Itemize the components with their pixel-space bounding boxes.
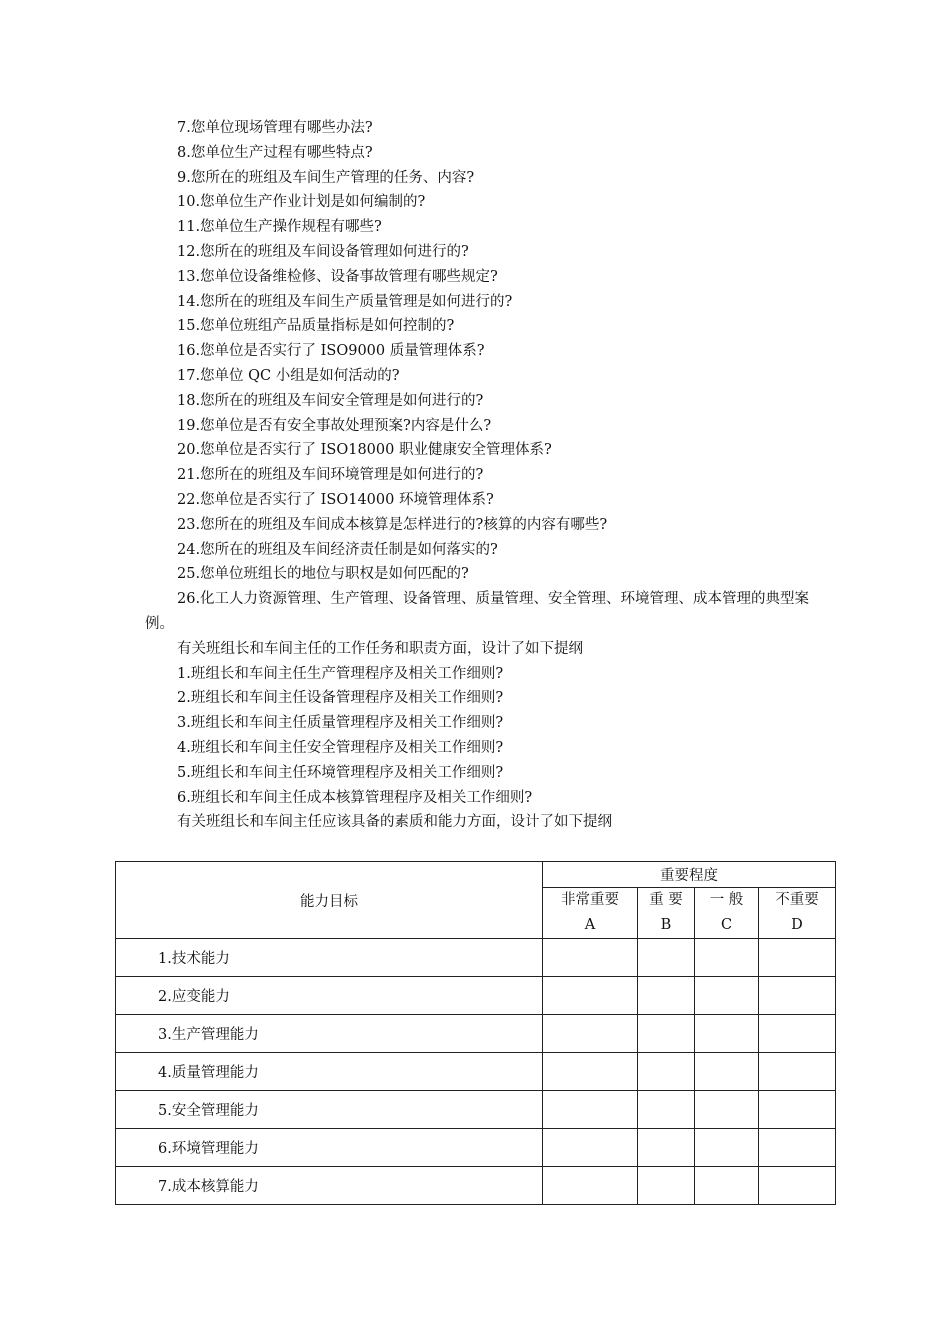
ability-name: 6.环境管理能力 <box>116 1129 543 1167</box>
question-item: 17.您单位 QC 小组是如何活动的? <box>177 367 400 384</box>
rating-cell-a[interactable] <box>543 1167 638 1205</box>
ability-name: 1.技术能力 <box>116 939 543 977</box>
question-item: 8.您单位生产过程有哪些特点? <box>177 144 373 161</box>
table-row <box>116 939 836 977</box>
question-item: 22.您单位是否实行了 ISO14000 环境管理体系? <box>177 491 494 508</box>
rating-cell-d[interactable] <box>759 939 836 977</box>
duty-item: 6.班组长和车间主任成本核算管理程序及相关工作细则? <box>177 789 533 806</box>
rating-cell-a[interactable] <box>543 939 638 977</box>
rating-cell-c[interactable] <box>695 1015 759 1053</box>
rating-cell-b[interactable] <box>638 1053 695 1091</box>
table-row <box>116 1053 836 1091</box>
document-body <box>145 116 815 835</box>
question-item-26: 26.化工人力资源管理、生产管理、设备管理、质量管理、安全管理、环境管理、成本管理的典型案例。 <box>145 591 810 632</box>
rating-cell-a[interactable] <box>543 977 638 1015</box>
rating-cell-c[interactable] <box>695 1167 759 1205</box>
duty-item: 2.班组长和车间主任设备管理程序及相关工作细则? <box>177 690 504 707</box>
rating-cell-d[interactable] <box>759 1167 836 1205</box>
level-header-c: 一 般 C <box>695 888 759 939</box>
rating-cell-b[interactable] <box>638 977 695 1015</box>
rating-cell-b[interactable] <box>638 1167 695 1205</box>
duties-intro: 有关班组长和车间主任的工作任务和职责方面，设计了如下提纲 <box>177 640 583 657</box>
rating-cell-c[interactable] <box>695 939 759 977</box>
ability-name: 5.安全管理能力 <box>116 1091 543 1129</box>
question-item: 20.您单位是否实行了 ISO18000 职业健康安全管理体系? <box>177 442 552 459</box>
question-item: 15.您单位班组产品质量指标是如何控制的? <box>177 318 455 335</box>
level-header-a: 非常重要 A <box>543 888 638 939</box>
rating-cell-a[interactable] <box>543 1129 638 1167</box>
question-item: 7.您单位现场管理有哪些办法? <box>177 120 373 136</box>
ability-rating-table-wrapper <box>115 861 836 1205</box>
rating-cell-b[interactable] <box>638 1129 695 1167</box>
question-item: 21.您所在的班组及车间环境管理是如何进行的? <box>177 467 484 484</box>
question-item: 18.您所在的班组及车间安全管理是如何进行的? <box>177 392 484 409</box>
rating-cell-c[interactable] <box>695 1053 759 1091</box>
question-item: 23.您所在的班组及车间成本核算是怎样进行的?核算的内容有哪些? <box>177 516 608 533</box>
table-row <box>116 1015 836 1053</box>
rating-cell-b[interactable] <box>638 939 695 977</box>
rating-cell-b[interactable] <box>638 1015 695 1053</box>
rating-cell-d[interactable] <box>759 977 836 1015</box>
rating-cell-a[interactable] <box>543 1091 638 1129</box>
question-item: 13.您单位设备维检修、设备事故管理有哪些规定? <box>177 268 498 285</box>
duty-item: 3.班组长和车间主任质量管理程序及相关工作细则? <box>177 715 504 732</box>
question-item: 9.您所在的班组及车间生产管理的任务、内容? <box>177 169 475 186</box>
question-item: 16.您单位是否实行了 ISO9000 质量管理体系? <box>177 343 485 360</box>
level-header-b: 重 要 B <box>638 888 695 939</box>
rating-cell-c[interactable] <box>695 1091 759 1129</box>
table-row <box>116 977 836 1015</box>
duty-item: 4.班组长和车间主任安全管理程序及相关工作细则? <box>177 739 504 756</box>
rating-cell-b[interactable] <box>638 1091 695 1129</box>
question-list <box>145 116 815 637</box>
question-item: 14.您所在的班组及车间生产质量管理是如何进行的? <box>177 293 513 310</box>
question-item: 12.您所在的班组及车间设备管理如何进行的? <box>177 243 469 260</box>
rating-cell-c[interactable] <box>695 1129 759 1167</box>
rating-cell-d[interactable] <box>759 1015 836 1053</box>
abilities-intro: 有关班组长和车间主任应该具备的素质和能力方面，设计了如下提纲 <box>177 814 612 831</box>
table-row <box>116 1091 836 1129</box>
level-header-d: 不重要 D <box>759 888 836 939</box>
rating-cell-a[interactable] <box>543 1015 638 1053</box>
ability-target-header: 能力目标 <box>116 862 543 939</box>
question-item: 10.您单位生产作业计划是如何编制的? <box>177 194 426 211</box>
rating-cell-c[interactable] <box>695 977 759 1015</box>
question-item: 24.您所在的班组及车间经济责任制是如何落实的? <box>177 541 498 558</box>
question-item: 11.您单位生产操作规程有哪些? <box>177 219 382 236</box>
duty-item: 5.班组长和车间主任环境管理程序及相关工作细则? <box>177 764 504 781</box>
table-row <box>116 1129 836 1167</box>
ability-name: 7.成本核算能力 <box>116 1167 543 1205</box>
duties-list <box>145 662 815 811</box>
duty-item: 1.班组长和车间主任生产管理程序及相关工作细则? <box>177 665 504 682</box>
table-row <box>116 1167 836 1205</box>
question-item: 25.您单位班组长的地位与职权是如何匹配的? <box>177 566 469 583</box>
ability-rating-table <box>115 861 836 1205</box>
ability-name: 3.生产管理能力 <box>116 1015 543 1053</box>
ability-name: 4.质量管理能力 <box>116 1053 543 1091</box>
table-header-row <box>116 862 836 888</box>
question-item: 19.您单位是否有安全事故处理预案?内容是什么? <box>177 417 492 434</box>
importance-group-header: 重要程度 <box>543 862 836 888</box>
rating-cell-d[interactable] <box>759 1129 836 1167</box>
ability-name: 2.应变能力 <box>116 977 543 1015</box>
rating-cell-d[interactable] <box>759 1091 836 1129</box>
rating-cell-a[interactable] <box>543 1053 638 1091</box>
rating-cell-d[interactable] <box>759 1053 836 1091</box>
